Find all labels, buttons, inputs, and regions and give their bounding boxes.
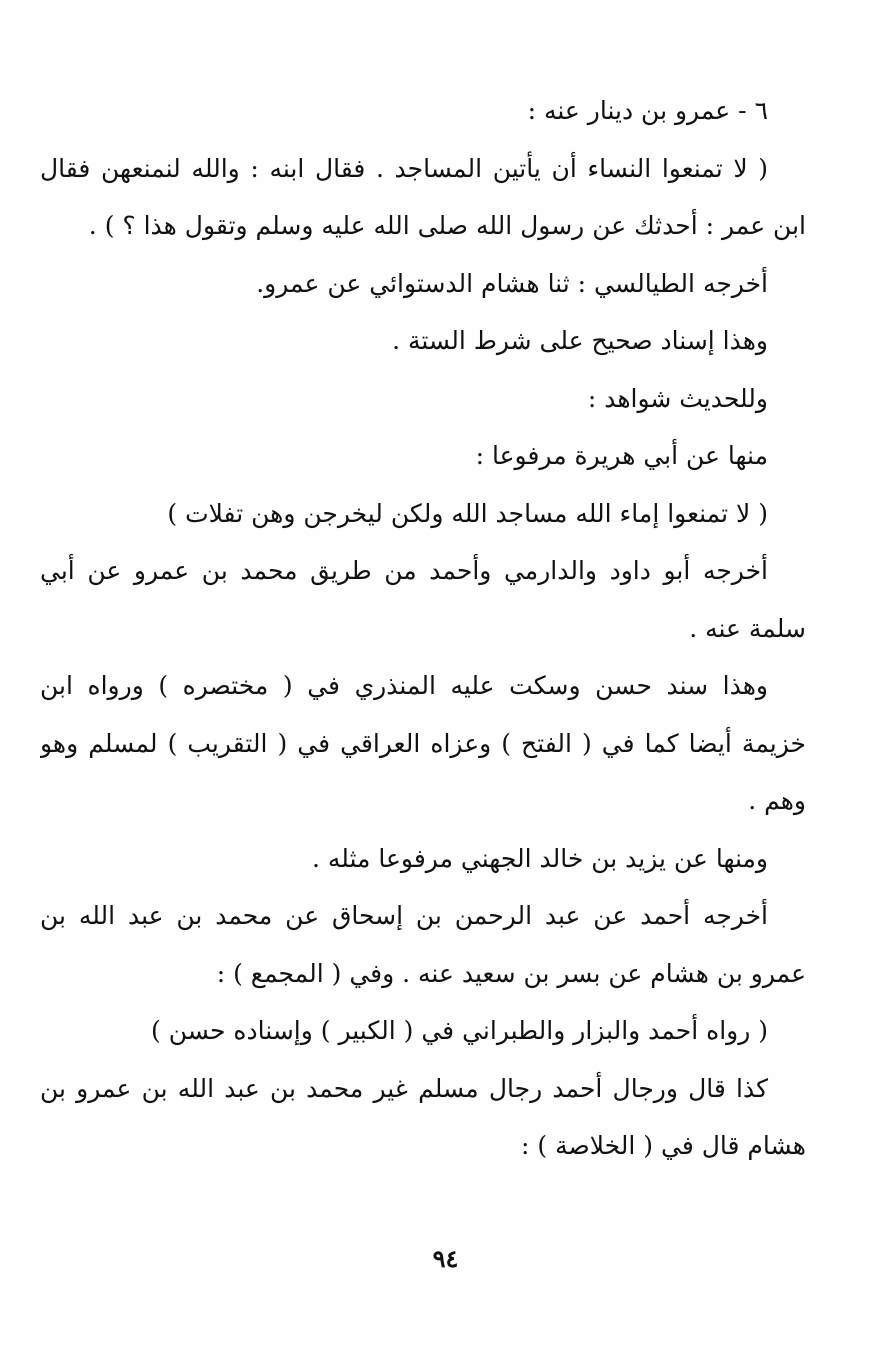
text-line: ( رواه أحمد والبزار والطبراني في ( الكبير ) وإسناده حسن ) [151,1016,768,1045]
text-line: ابن عمر : أحدثك عن رسول الله صلى الله عليه وسلم وتقول هذا ؟ ) . [88,211,806,240]
text-line: وهذا سند حسن وسكت عليه المنذري في ( مختصره ) ورواه ابن [40,671,768,700]
text-line: ومنها عن يزيد بن خالد الجهني مرفوعا مثله . [311,843,768,873]
text-line: أخرجه أحمد عن عبد الرحمن بن إسحاق عن محمد بن عبد الله بن [40,901,768,930]
text-line: خزيمة أيضا كما في ( الفتح ) وعزاه العراقي في ( التقريب ) لمسلم وهو [40,728,806,758]
text-line: ٦ - عمرو بن دينار عنه : [527,96,768,125]
text-line: كذا قال ورجال أحمد رجال مسلم غير محمد بن عبد الله بن عمرو بن [40,1073,768,1103]
text-line: هشام قال في ( الخلاصة ) : [521,1131,806,1160]
body-text [40,82,806,1175]
text-line: ( لا تمنعوا النساء أن يأتين المساجد . فقال ابنه : والله لنمنعهن فقال [40,153,768,183]
text-line: أخرجه الطيالسي : ثنا هشام الدستوائي عن عمرو. [256,268,768,298]
text-line: أخرجه أبو داود والدارمي وأحمد من طريق محمد بن عمرو عن أبي [40,556,769,585]
text-line: وهذا إسناد صحيح على شرط الستة . [392,326,768,355]
text-line: ( لا تمنعوا إماء الله مساجد الله ولكن ليخرجن وهن تفلات ) [167,498,768,528]
text-line: وهم . [748,786,806,815]
text-line: وللحديث شواهد : [587,383,768,413]
text-line: سلمة عنه . [689,613,806,643]
text-line: عمرو بن هشام عن بسر بن سعيد عنه . وفي ( المجمع ) : [216,958,806,988]
text-line: منها عن أبي هريرة مرفوعا : [475,441,768,470]
page-number: ٩٤ [432,1244,459,1273]
